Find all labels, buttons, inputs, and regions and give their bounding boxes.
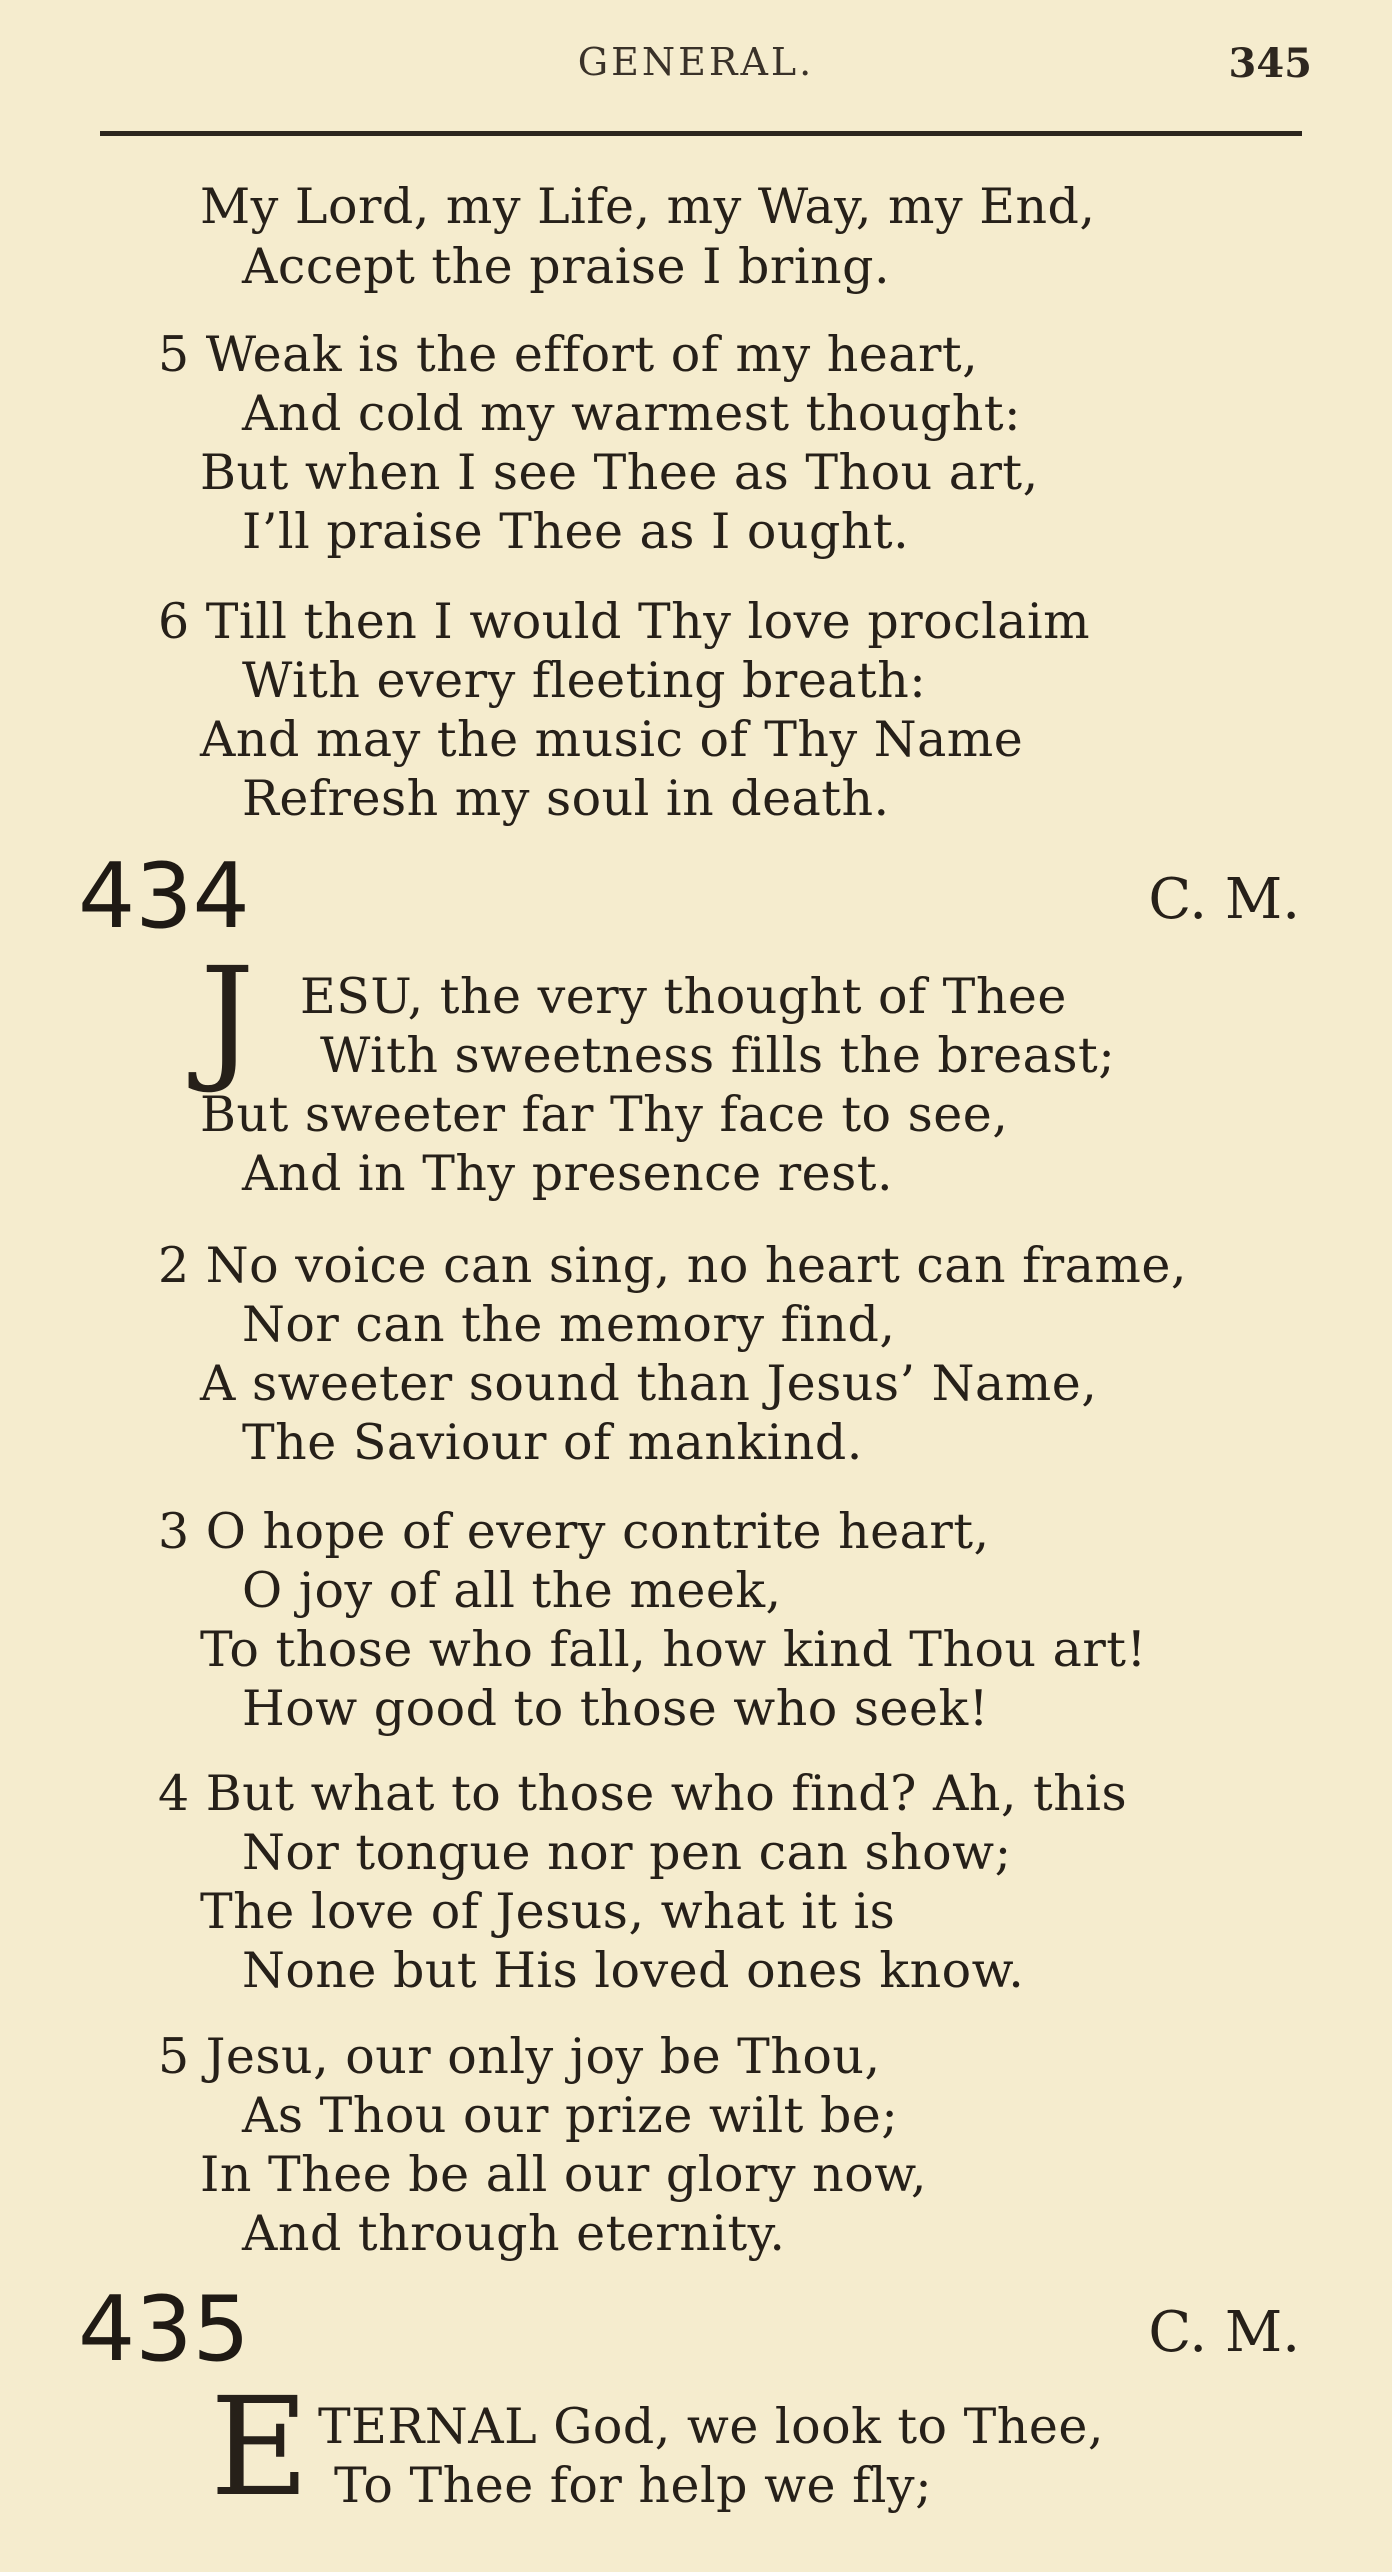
header-rule xyxy=(100,131,1302,136)
verse-line: TERNAL God, we look to Thee, xyxy=(318,2398,1104,2455)
verse-line: My Lord, my Life, my Way, my End, xyxy=(200,178,1096,235)
drop-cap: E xyxy=(210,2369,310,2527)
verse-line: 5 Jesu, our only joy be Thou, xyxy=(158,2028,881,2085)
hymn-meter: C. M. xyxy=(1148,867,1300,932)
hymn-number: 435 xyxy=(78,2277,250,2382)
verse-line: To Thee for help we fly; xyxy=(334,2457,933,2514)
verse-line: Refresh my soul in death. xyxy=(242,770,890,827)
verse-line: I’ll praise Thee as I ought. xyxy=(242,503,910,560)
hymn-meter: C. M. xyxy=(1148,2300,1300,2365)
verse-line: As Thou our prize wilt be; xyxy=(242,2087,899,2144)
verse-line: To those who fall, how kind Thou art! xyxy=(200,1621,1147,1678)
verse-line: Nor tongue nor pen can show; xyxy=(242,1824,1012,1881)
verse-line: And may the music of Thy Name xyxy=(200,711,1024,768)
verse-line: The Saviour of mankind. xyxy=(242,1414,863,1471)
verse-line: A sweeter sound than Jesus’ Name, xyxy=(200,1355,1098,1412)
verse-line: 3 O hope of every contrite heart, xyxy=(158,1503,990,1560)
hymn-number: 434 xyxy=(78,844,250,949)
verse-line: 6 Till then I would Thy love proclaim xyxy=(158,593,1091,650)
verse-line: How good to those who seek! xyxy=(242,1680,989,1737)
verse-line: In Thee be all our glory now, xyxy=(200,2146,927,2203)
verse-line: 2 No voice can sing, no heart can frame, xyxy=(158,1237,1187,1294)
verse-line: And in Thy presence rest. xyxy=(242,1145,894,1202)
verse-line: Nor can the memory find, xyxy=(242,1296,896,1353)
verse-line: ESU, the very thought of Thee xyxy=(300,968,1067,1025)
verse-line: But when I see Thee as Thou art, xyxy=(200,444,1039,501)
verse-line: Accept the praise I bring. xyxy=(242,238,891,295)
verse-line: 5 Weak is the effort of my heart, xyxy=(158,326,979,383)
verse-line: But sweeter far Thy face to see, xyxy=(200,1086,1009,1143)
verse-line: 4 But what to those who find? Ah, this xyxy=(158,1765,1128,1822)
verse-line: With sweetness fills the breast; xyxy=(320,1027,1116,1084)
verse-line: And through eternity. xyxy=(242,2205,786,2262)
verse-line: None but His loved ones know. xyxy=(242,1942,1025,1999)
verse-line: The love of Jesus, what it is xyxy=(200,1883,896,1940)
verse-line: O joy of all the meek, xyxy=(242,1562,782,1619)
verse-line: And cold my warmest thought: xyxy=(242,385,1022,442)
drop-cap: J xyxy=(200,939,255,1097)
page-number: 345 xyxy=(1228,40,1312,87)
running-head: GENERAL. xyxy=(577,40,815,84)
verse-line: With every fleeting breath: xyxy=(242,652,927,709)
